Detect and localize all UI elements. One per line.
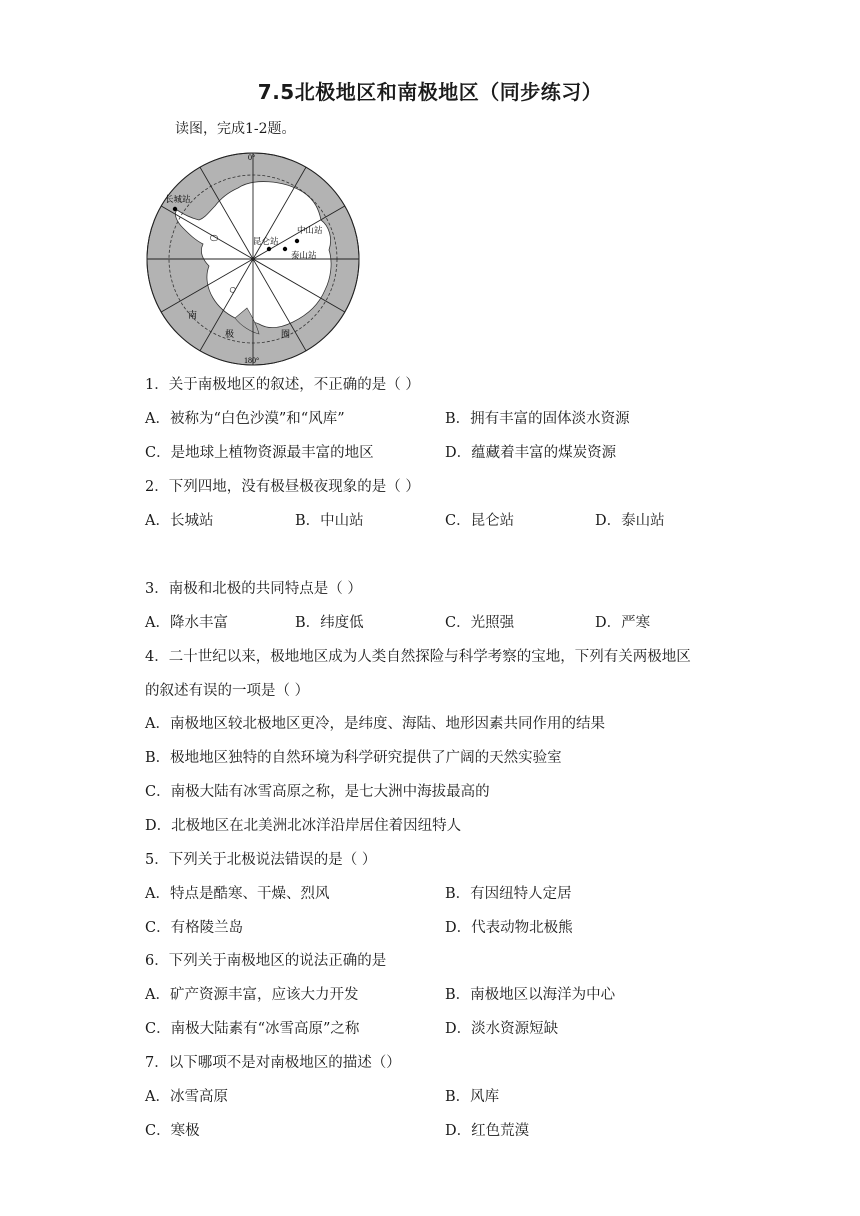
question-4-option-c[interactable]: C．南极大陆有冰雪高原之称，是七大洲中海拔最高的 [145,784,490,800]
changcheng-station-label: 长城站 [165,195,191,205]
question-1-option-b[interactable]: B．拥有丰富的固体淡水资源 [445,411,630,427]
zhongshan-station-dot [295,239,299,243]
question-4-option-a[interactable]: A．南极地区较北极地区更冷，是纬度、海陆、地形因素共同作用的结果 [145,716,605,732]
question-5-stem: 5．下列关于北极说法错误的是（ ） [145,852,377,868]
question-7-option-c[interactable]: C．寒极 [145,1123,200,1139]
question-4-stem-continued: 的叙述有误的一项是（ ） [145,683,310,699]
question-5-option-d[interactable]: D．代表动物北极熊 [445,920,573,936]
zhongshan-station-label: 中山站 [297,226,323,236]
question-6-option-a[interactable]: A．矿产资源丰富，应该大力开发 [145,987,359,1003]
question-3-stem: 3．南极和北极的共同特点是（ ） [145,581,362,597]
question-6-option-c[interactable]: C．南极大陆素有“冰雪高原”之称 [145,1021,360,1037]
antarctic-circle-char-3: 圈 [281,330,291,340]
question-5-option-b[interactable]: B．有因纽特人定居 [445,886,572,902]
question-3-option-d[interactable]: D．严寒 [595,615,651,631]
question-1-option-d[interactable]: D．蕴藏着丰富的煤炭资源 [445,445,617,461]
intro-instruction: 读图，完成1-2题。 [175,121,296,137]
antarctic-circle-char-2: 极 [225,330,235,340]
question-1-option-c[interactable]: C．是地球上植物资源最丰富的地区 [145,445,374,461]
question-7-stem: 7．以下哪项不是对南极地区的描述（） [145,1055,401,1071]
question-1-stem: 1．关于南极地区的叙述，不正确的是（ ） [145,377,420,393]
label-0-degree: 0° [248,153,256,162]
taishan-station-label: 泰山站 [291,251,317,261]
question-6-option-d[interactable]: D．淡水资源短缺 [445,1021,559,1037]
question-2-stem: 2．下列四地，没有极昼极夜现象的是（ ） [145,479,420,495]
question-4-stem: 4．二十世纪以来，极地地区成为人类自然探险与科学考察的宝地，下列有关两极地区 [145,649,691,665]
question-2-option-a[interactable]: A．长城站 [145,513,214,529]
question-7-option-a[interactable]: A．冰雪高原 [145,1089,228,1105]
kunlun-station-label: 昆仑站 [253,237,279,247]
changcheng-station-dot [173,207,177,211]
label-180-degree: 180° [244,356,260,365]
question-2-option-d[interactable]: D．泰山站 [595,513,665,529]
question-1-option-a[interactable]: A．被称为“白色沙漠”和“风库” [145,411,345,427]
antarctica-map [143,148,363,368]
question-5-option-a[interactable]: A．特点是酷寒、干燥、烈风 [145,886,330,902]
question-2-option-b[interactable]: B．中山站 [295,513,364,529]
kunlun-station-dot [267,247,271,251]
page-title: 7.5北极地区和南极地区（同步练习） [257,80,603,104]
question-5-option-c[interactable]: C．有格陵兰岛 [145,920,244,936]
question-4-option-d[interactable]: D．北极地区在北美洲北冰洋沿岸居住着因纽特人 [145,818,462,834]
question-3-option-b[interactable]: B．纬度低 [295,615,364,631]
question-7-option-d[interactable]: D．红色荒漠 [445,1123,530,1139]
question-6-stem: 6．下列关于南极地区的说法正确的是 [145,953,387,969]
question-2-option-c[interactable]: C．昆仑站 [445,513,515,529]
question-3-option-a[interactable]: A．降水丰富 [145,615,228,631]
question-7-option-b[interactable]: B．风库 [445,1089,500,1105]
taishan-station-dot [283,247,287,251]
question-6-option-b[interactable]: B．南极地区以海洋为中心 [445,987,616,1003]
question-4-option-b[interactable]: B．极地地区独特的自然环境为科学研究提供了广阔的天然实验室 [145,750,562,766]
question-3-option-c[interactable]: C．光照强 [445,615,515,631]
antarctic-circle-char-1: 南 [188,311,198,321]
